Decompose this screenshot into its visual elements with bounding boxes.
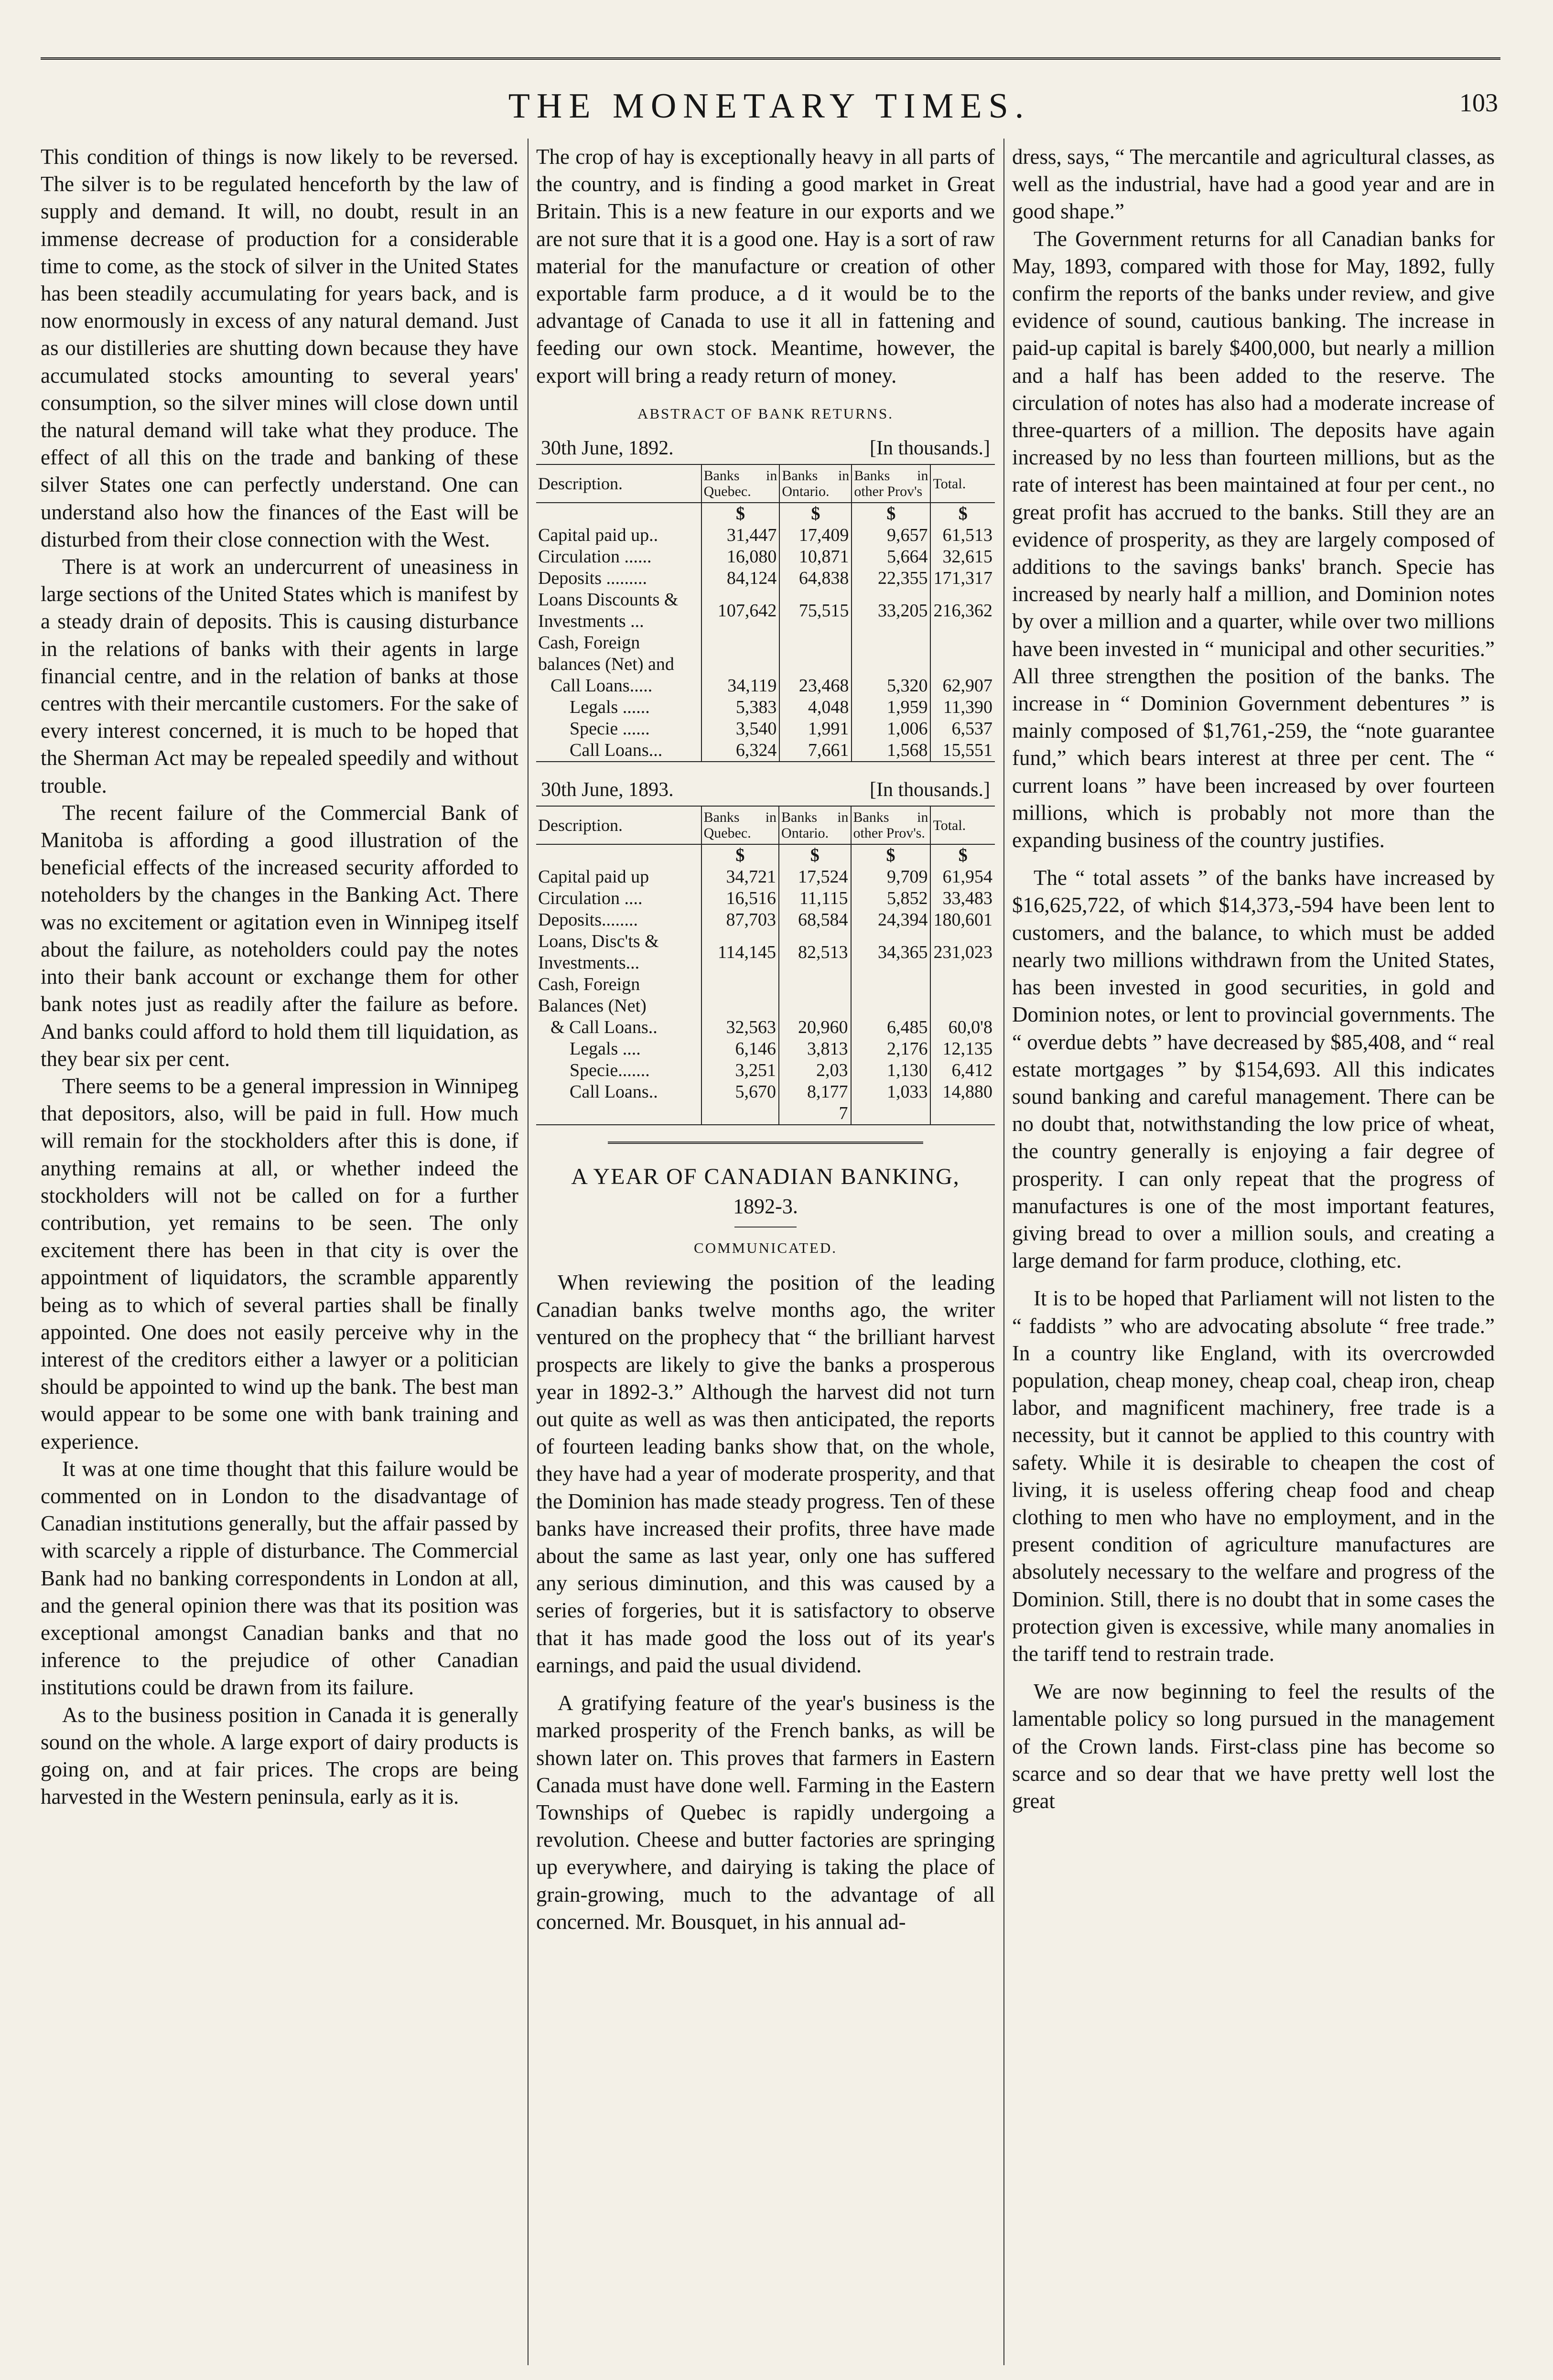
currency-cell: $ <box>930 503 995 525</box>
table-1893-header <box>536 776 995 804</box>
page-number: 103 <box>1459 88 1498 117</box>
table-row <box>536 697 995 718</box>
currency-cell: $ <box>851 844 931 866</box>
table-cell: 82,513 <box>779 931 851 974</box>
table-cell <box>701 632 780 675</box>
table-cell: 32,563 <box>701 1017 779 1038</box>
row-label: Circulation .... <box>538 888 643 909</box>
row-label: Capital paid up <box>538 867 649 887</box>
currency-row <box>536 844 995 866</box>
paragraph: It is to be hoped that Parliament will not listen to the “ faddists ” who are advocating absolute “ free trade.” In a country like England, with its overcrowded population, cheap money, cheap coal, cheap iron, cheap labor, and magnificent machinery, free trade is a necessity, but it cannot be applied to this country with safety. While it is desirable to cheapen the cost of living, it is useless offering cheap food and cheap clothing to men who have no employment, and in the present condition of agriculture manufactures are absolutely necessary to the welfare and progress of the Dominion. Still, there is no doubt that in some cases the protection given is excessive, while many anomalies in the tariff tend to restrain trade. <box>1012 1286 1495 1666</box>
currency-cell: $ <box>930 844 995 866</box>
table-cell: 5,664 <box>852 546 930 568</box>
table-cell: 17,524 <box>779 866 851 888</box>
table-cell: 3,540 <box>701 718 780 740</box>
page-header <box>41 72 1498 124</box>
row-label: Call Loans..... <box>550 676 653 696</box>
currency-cell: $ <box>701 503 780 525</box>
table-cell: 1,130 <box>851 1060 931 1081</box>
table-cell: 8,177 <box>779 1081 851 1103</box>
table-cell <box>930 974 995 1017</box>
column-header: Banks in Quebec. <box>701 464 780 503</box>
paragraph: dress, says, “ The mercantile and agricultural classes, as well as the industrial, have had a good year and are in good shape.” <box>1012 145 1495 224</box>
table-cell: 6,412 <box>930 1060 995 1081</box>
table-cell: 24,394 <box>851 909 931 931</box>
table-cell: 34,365 <box>851 931 931 974</box>
column-header: Banks in Quebec. <box>701 806 779 844</box>
table-cell <box>536 844 701 866</box>
table-cell: 2,03 <box>779 1060 851 1081</box>
table-cell: 75,515 <box>779 589 852 632</box>
table-cell: 7,661 <box>779 740 852 762</box>
table-cell: 12,135 <box>930 1038 995 1060</box>
table-cell: 61,954 <box>930 866 995 888</box>
table-row <box>536 909 995 931</box>
table-row <box>536 546 995 568</box>
currency-cell: $ <box>779 503 852 525</box>
article-years: 1892-3. <box>733 1194 798 1218</box>
column-header: Banks in other Prov's <box>852 464 930 503</box>
column-header: Banks in Ontario. <box>779 806 851 844</box>
table-row <box>536 888 995 909</box>
table-row <box>536 525 995 546</box>
table-cell: 4,048 <box>779 697 852 718</box>
table-cell <box>701 1103 779 1125</box>
row-label: Legals ...... <box>570 697 650 718</box>
row-label: Deposits ......... <box>538 568 647 589</box>
paragraph: The “ total assets ” of the banks have increased by $16,625,722, of which $14,373,-594 have been lent to customers, and the balance, to which must be added nearly two millions withdrawn from the United States, has been invested in good securities, in gold and Dominion notes, or lent to provincial governments. The “ overdue debts ” have decreased by $85,408, and “ real estate mortgages ” by $154,693. All this indicates sound banking and careful management. There can be no doubt that, notwithstanding the low price of wheat, the country generally is enjoying a fair degree of prosperity. I can only repeat that the progress of manufactures is one of the most important features, giving bread to over a million souls, and creating a large demand for farm produce, clothing, etc. <box>1012 866 1495 1273</box>
table-cell: 32,615 <box>930 546 995 568</box>
table-cell: 15,551 <box>930 740 995 762</box>
table-cell: 231,023 <box>930 931 995 974</box>
table-cell: 11,115 <box>779 888 851 909</box>
column-header: Banks in Ontario. <box>779 464 852 503</box>
table-cell: 22,355 <box>852 568 930 589</box>
table-cell: 5,320 <box>852 675 930 697</box>
table-row <box>536 589 995 632</box>
table-cell: 5,383 <box>701 697 780 718</box>
currency-cell: $ <box>701 844 779 866</box>
table-cell: 16,516 <box>701 888 779 909</box>
table-cell: 2,176 <box>851 1038 931 1060</box>
header-rule <box>41 57 1500 60</box>
currency-cell: $ <box>852 503 930 525</box>
row-label: Legals .... <box>570 1039 641 1059</box>
row-label: Specie ...... <box>570 719 650 739</box>
paragraph: As to the business position in Canada it is generally sound on the whole. A large export of dairy products is going on, and at fair prices. The crops are being harvested in the Western peninsula, early as it is. <box>41 1702 518 1809</box>
column-header: Description. <box>536 806 701 844</box>
currency-row <box>536 503 995 525</box>
table-row <box>536 740 995 762</box>
paragraph: There is at work an undercurrent of uneasiness in large sections of the United States which is manifest by a steady drain of deposits. This is causing disturbance in the relations of banks with their agents in large financial centre, and in the relation of banks at those centres with their mercantile customers. For the sake of every interest concerned, it is much to be hoped that the Sherman Act may be repealed speedily and without trouble. <box>41 555 518 797</box>
column-header: Total. <box>930 806 995 844</box>
table-cell: 33,205 <box>852 589 930 632</box>
row-label <box>536 1103 701 1125</box>
column-header: Total. <box>930 464 995 503</box>
paragraph: The Government returns for all Canadian banks for May, 1893, compared with those for May, 1892, fully confirm the reports of the banks under review, and give evidence of sound, cautious banking. The increase in paid-up capital is barely $400,000, but nearly a million and a half has been added to the reserve. The circulation of notes has also had a moderate increase of three-quarters of a million. The deposits have again increased by no less than fourteen millions, but as the rate of interest has been maintained at four per cent., no great profit has accrued to the banks. Still they are an evidence of prosperity, as they are largely composed of additions to the savings banks' branch. Specie has increased by nearly half a million, and Dominion notes by over a million and a quarter, while over two millions have been invested in “ municipal and other securities.” All three strengthen the position of the banks. The increase in “ Dominion Government debentures ” is mainly composed of $1,761,-259, the “note guarantee fund,” which bears interest at three per cent. The “ current loans ” have been increased by over fourteen millions, which is probably not more than the expanding business of the country justifies. <box>1012 226 1495 852</box>
table-cell <box>930 632 995 675</box>
column-right <box>1012 143 1495 1815</box>
table-cell <box>851 974 931 1017</box>
table-cell: 6,485 <box>851 1017 931 1038</box>
row-label: Deposits........ <box>538 910 638 930</box>
paragraph: It was at one time thought that this failure would be commented on in London to the disadvantage of Canadian institutions generally, but the affair passed by with scarcely a ripple of disturbance. The Commercial Bank had no banking correspondents in London at all, and the general opinion there was that its position was exceptional amongst Canadian banks and that no inference to the prejudice of other Canadian institutions could be drawn from its failure. <box>41 1456 518 1700</box>
table-cell: 9,657 <box>852 525 930 546</box>
table-cell: 1,991 <box>779 718 852 740</box>
paragraph: The crop of hay is exceptionally heavy in all parts of the country, and is finding a good market in Great Britain. This is a new feature in our exports and we are not sure that it is a good one. Hay is a sort of raw material for the manufacture or creation of other exportable farm produce, a d it would be to the advantage of Canada to use it all in fattening and feeding our own stock. Meantime, however, the export will bring a ready return of money. <box>536 145 995 388</box>
paragraph: This condition of things is now likely to be reversed. The silver is to be regulated henceforth by the law of supply and demand. It will, no doubt, result in an immense decrease of production for a considerable time to come, as the stock of silver in the United States has been steadily accumulating for years back, and is now enormously in excess of any natural demand. Just as our distilleries are shutting down because they have accumulated stocks amounting to several years' consumption, so the silver mines will close down until the natural demand will take what they produce. The effect of all this on the trade and banking of these silver States one can perfectly understand. One can understand also how the finances of the East will be disturbed from their close connection with the West. <box>41 145 518 551</box>
table-cell <box>779 974 851 1017</box>
table-cell: 68,584 <box>779 909 851 931</box>
table-cell: 64,838 <box>779 568 852 589</box>
table-units: [In thousands.] <box>870 437 990 460</box>
table-row <box>536 568 995 589</box>
table-cell: 16,080 <box>701 546 780 568</box>
section-rule <box>608 1142 923 1144</box>
table-cell: 61,513 <box>930 525 995 546</box>
table-row <box>536 931 995 974</box>
table-cell: 6,146 <box>701 1038 779 1060</box>
paragraph: There seems to be a general impression in Winnipeg that depositors, also, will be paid in full. How much will remain for the stockholders after this is done, if anything remains at all, or whether indeed the stockholders will not be called on for a further contribution, yet remains to be seen. The only excitement there has been in that city is over the appointment of liquidators, the scramble apparently being as to which of several parties shall be finally appointed. One does not easily perceive why in the interest of the creditors either a lawyer or a politician should be appointed to wind up the bank. The best man would appear to be some one with bank training and experience. <box>41 1074 518 1454</box>
row-label: Loans Discounts & Investments ... <box>538 590 679 632</box>
row-label: Call Loans.. <box>570 1082 658 1102</box>
table-cell: 1,033 <box>851 1081 931 1103</box>
row-label: Capital paid up.. <box>538 525 658 546</box>
table-cell: 3,813 <box>779 1038 851 1060</box>
table-date: 30th June, 1893. <box>541 779 674 801</box>
column-middle <box>536 143 995 1936</box>
masthead: THE MONETARY TIMES. <box>508 86 1031 126</box>
table-row <box>536 718 995 740</box>
row-label: Circulation ...... <box>538 547 652 567</box>
table-cell: 17,409 <box>779 525 852 546</box>
table-cell: 1,006 <box>852 718 930 740</box>
table-cell: 23,468 <box>779 675 852 697</box>
table-row <box>536 675 995 697</box>
paragraph: The recent failure of the Commercial Bank of Manitoba is affording a good illustration of the beneficial effects of the increased security afforded to noteholders by the changes in the Banking Act. There was no excitement or agitation even in Winnipeg itself about the failure, as noteholders could pay the notes into their bank account or exchange them for other bank notes just as readily after the failure as before. And banks could afford to hold them till liquidation, as they bear six per cent. <box>41 800 518 1071</box>
table-cell <box>930 1103 995 1125</box>
table-cell: 84,124 <box>701 568 780 589</box>
article-title: A YEAR OF CANADIAN BANKING, <box>571 1164 960 1190</box>
table-cell: 9,709 <box>851 866 931 888</box>
row-label: Cash, Foreign balances (Net) and <box>538 633 674 675</box>
table-row <box>536 1060 995 1081</box>
currency-cell: $ <box>779 844 851 866</box>
table-cell: 31,447 <box>701 525 780 546</box>
column-divider <box>1003 139 1004 2365</box>
table-row <box>536 866 995 888</box>
table-cell: 10,871 <box>779 546 852 568</box>
row-label: & Call Loans.. <box>550 1017 658 1038</box>
table-cell: 1,959 <box>852 697 930 718</box>
column-header: Description. <box>536 464 701 503</box>
table-cell: 180,601 <box>930 909 995 931</box>
table-cell: 87,703 <box>701 909 779 931</box>
table-cell: 5,670 <box>701 1081 779 1103</box>
table-cell: 34,721 <box>701 866 779 888</box>
table-date: 30th June, 1892. <box>541 437 674 460</box>
communicated-label: COMMUNICATED. <box>694 1239 837 1256</box>
table-row <box>536 974 995 1017</box>
table-row <box>536 1038 995 1060</box>
table-cell: 216,362 <box>930 589 995 632</box>
table-cell: 3,251 <box>701 1060 779 1081</box>
column-header: Banks in other Prov's. <box>851 806 931 844</box>
paragraph: We are now beginning to feel the results of the lamentable policy so long pursued in the management of the Crown lands. First-class pine has become so scarce and so dear that we have pretty well lost the great <box>1012 1680 1495 1813</box>
table-cell: 5,852 <box>851 888 931 909</box>
table-cell: 6,324 <box>701 740 780 762</box>
abstract-title: ABSTRACT OF BANK RETURNS. <box>637 405 894 422</box>
title-rule <box>734 1227 797 1228</box>
table-row <box>536 1081 995 1103</box>
table-cell: 14,880 <box>930 1081 995 1103</box>
table-cell <box>852 632 930 675</box>
table-cell: 60,0'8 <box>930 1017 995 1038</box>
row-label: Cash, Foreign Balances (Net) <box>538 974 647 1016</box>
table-units: [In thousands.] <box>870 779 990 801</box>
paragraph: A gratifying feature of the year's business is the marked prosperity of the French banks, as will be shown later on. This proves that farmers in Eastern Canada must have done well. Farming in the Eastern Townships of Quebec is rapidly undergoing a revolution. Cheese and butter factories are springing up everywhere, and dairying is taking the place of grain-growing, much to the advantage of all concerned. Mr. Bousquet, in his annual ad- <box>536 1691 995 1934</box>
paragraph: When reviewing the position of the leading Canadian banks twelve months ago, the writer ventured on the prophecy that “ the brilliant harvest prospects are likely to give the banks a prosperous year in 1892-3.” Although the harvest did not turn out quite as well as was then anticipated, the reports of fourteen leading banks show that, on the whole, they have had a year of moderate prosperity, and that the Dominion has made steady progress. Ten of these banks have increased their profits, three have made about the same as last year, only one has suffered any serious diminution, and this was caused by a series of forgeries, but it is satisfactory to observe that it has made good the loss out of its year's earnings, and paid the usual dividend. <box>536 1271 995 1677</box>
table-cell <box>701 974 779 1017</box>
table-cell: 1,568 <box>852 740 930 762</box>
row-label: Specie....... <box>570 1060 650 1081</box>
table-cell: 33,483 <box>930 888 995 909</box>
row-label: Loans, Disc'ts & Investments... <box>538 931 659 973</box>
bank-returns-table-1892 <box>536 464 995 762</box>
bank-returns-table-1893 <box>536 806 995 1125</box>
table-1892-header <box>536 435 995 462</box>
row-label: Call Loans... <box>570 740 663 761</box>
table-cell: 62,907 <box>930 675 995 697</box>
table-cell: 20,960 <box>779 1017 851 1038</box>
table-row <box>536 632 995 675</box>
table-cell: 7 <box>779 1103 851 1125</box>
table-cell <box>779 632 852 675</box>
table-cell: 6,537 <box>930 718 995 740</box>
table-cell: 171,317 <box>930 568 995 589</box>
table-cell: 11,390 <box>930 697 995 718</box>
table-cell <box>851 1103 931 1125</box>
table-cell: 34,119 <box>701 675 780 697</box>
column-left <box>41 143 518 1810</box>
table-row <box>536 1103 995 1125</box>
table-row <box>536 1017 995 1038</box>
table-cell: 114,145 <box>701 931 779 974</box>
table-cell: 107,642 <box>701 589 780 632</box>
table-cell <box>536 503 701 525</box>
